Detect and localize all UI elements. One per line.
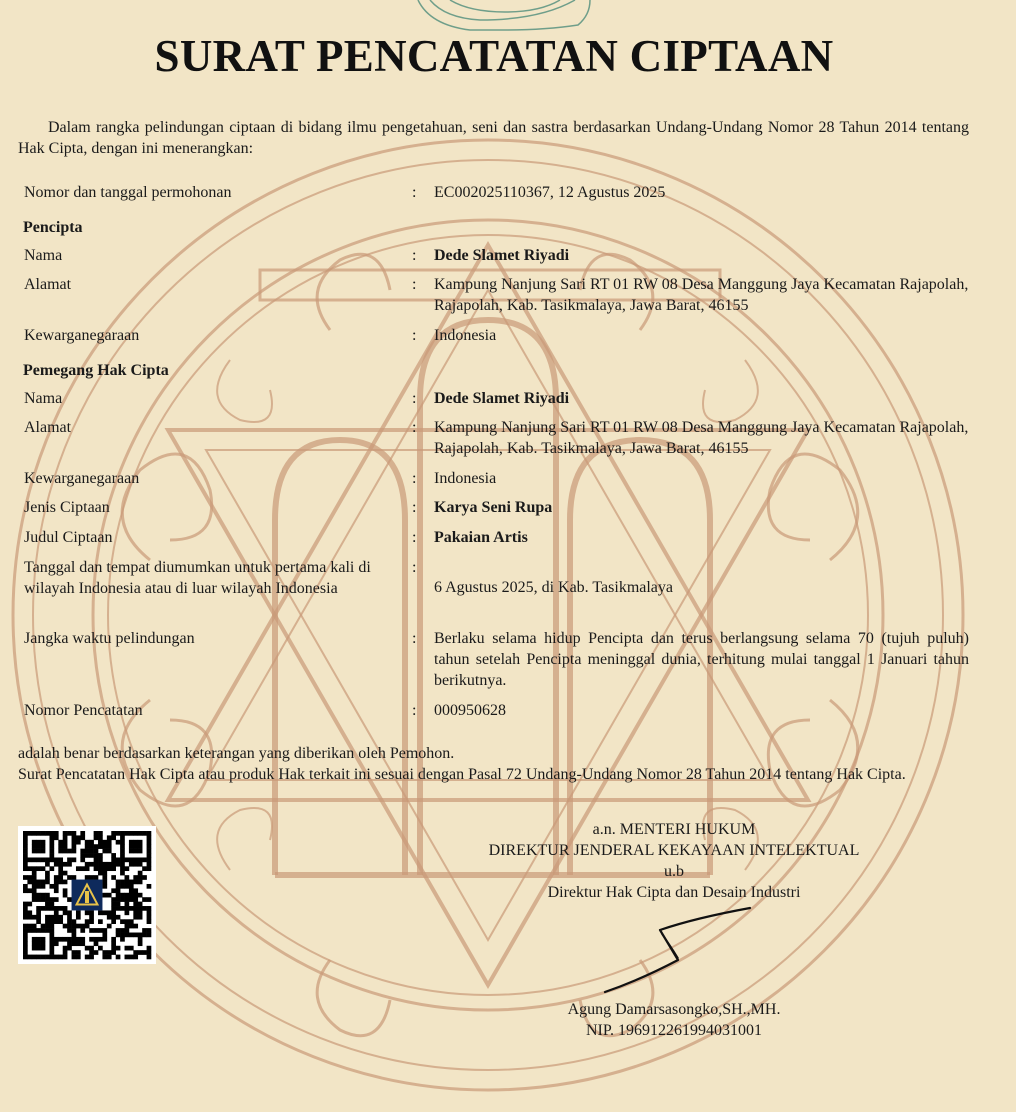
- field-value: Dede Slamet Riyadi: [434, 247, 570, 264]
- field-label: Alamat: [24, 276, 72, 293]
- signatory-line-1: a.n. MENTERI HUKUM: [592, 821, 756, 838]
- section-heading-creator: Pencipta: [23, 219, 83, 236]
- field-label: Kewarganegaraan: [24, 470, 140, 487]
- field-value: Karya Seni Rupa: [434, 499, 553, 516]
- field-value: Kampung Nanjung Sari RT 01 RW 08 Desa Manggung Jaya Kecamatan Rajapolah, Rajapolah, Kab. Tasikmalaya, Jawa Barat, 46155: [434, 276, 969, 314]
- field-value: 6 Agustus 2025, di Kab. Tasikmalaya: [434, 579, 674, 596]
- section-heading-holder: Pemegang Hak Cipta: [23, 362, 169, 379]
- signatory-line-3: u.b: [664, 863, 684, 880]
- field-label: Judul Ciptaan: [24, 529, 113, 546]
- signatory-name: Agung Damarsasongko,SH.,MH.: [567, 1001, 781, 1018]
- field-label: Jenis Ciptaan: [24, 499, 110, 516]
- signature-icon: [600, 900, 760, 1000]
- field-label: Nama: [24, 247, 63, 264]
- field-value: 000950628: [434, 702, 506, 719]
- field-value: EC002025110367, 12 Agustus 2025: [434, 184, 666, 201]
- field-separator: :: [412, 419, 417, 436]
- field-separator: :: [412, 702, 417, 719]
- page-title: SURAT PENCATATAN CIPTAAN: [154, 31, 834, 81]
- qr-code-icon[interactable]: [18, 826, 156, 964]
- closing-statement: adalah benar berdasarkan keterangan yang diberikan oleh Pemohon.: [18, 745, 455, 762]
- legal-basis: Surat Pencatatan Hak Cipta atau produk Hak terkait ini sesuai dengan Pasal 72 Undang-Undang Nomor 28 Tahun 2014 tentang Hak Cipta.: [18, 766, 906, 783]
- field-separator: :: [412, 390, 417, 407]
- field-value: Dede Slamet Riyadi: [434, 390, 570, 407]
- field-separator: :: [412, 470, 417, 487]
- field-label: Tanggal dan tempat diumumkan untuk pertama kali di wilayah Indonesia atau di luar wilayah Indonesia: [24, 559, 371, 597]
- signatory-line-4: Direktur Hak Cipta dan Desain Industri: [547, 884, 801, 901]
- field-separator: :: [412, 276, 417, 293]
- field-label: Nama: [24, 390, 63, 407]
- field-separator: :: [412, 184, 417, 201]
- field-label: Kewarganegaraan: [24, 327, 140, 344]
- field-value: Indonesia: [434, 470, 497, 487]
- field-label: Alamat: [24, 419, 72, 436]
- field-label: Nomor dan tanggal permohonan: [24, 184, 232, 201]
- field-value: Kampung Nanjung Sari RT 01 RW 08 Desa Manggung Jaya Kecamatan Rajapolah, Rajapolah, Kab. Tasikmalaya, Jawa Barat, 46155: [434, 419, 969, 457]
- field-separator: :: [412, 499, 417, 516]
- intro-paragraph: Dalam rangka pelindungan ciptaan di bidang ilmu pengetahuan, seni dan sastra berdasarkan Undang-Undang Nomor 28 Tahun 2014 tentang Hak Cipta, dengan ini menerangkan:: [18, 119, 969, 157]
- field-label: Jangka waktu pelindungan: [24, 630, 195, 647]
- signatory-nip: NIP. 196912261994031001: [585, 1022, 762, 1039]
- field-separator: :: [412, 247, 417, 264]
- field-separator: :: [412, 529, 417, 546]
- field-label: Nomor Pencatatan: [24, 702, 143, 719]
- field-separator: :: [412, 630, 417, 647]
- signatory-line-2: DIREKTUR JENDERAL KEKAYAAN INTELEKTUAL: [488, 842, 860, 859]
- field-value: Pakaian Artis: [434, 529, 528, 546]
- field-value: Berlaku selama hidup Pencipta dan terus berlangsung selama 70 (tujuh puluh) tahun setelah Pencipta meninggal dunia, terhitung mulai tanggal 1 Januari tahun berikutnya.: [434, 630, 969, 689]
- field-separator: :: [412, 327, 417, 344]
- field-separator: :: [412, 559, 417, 576]
- field-value: Indonesia: [434, 327, 497, 344]
